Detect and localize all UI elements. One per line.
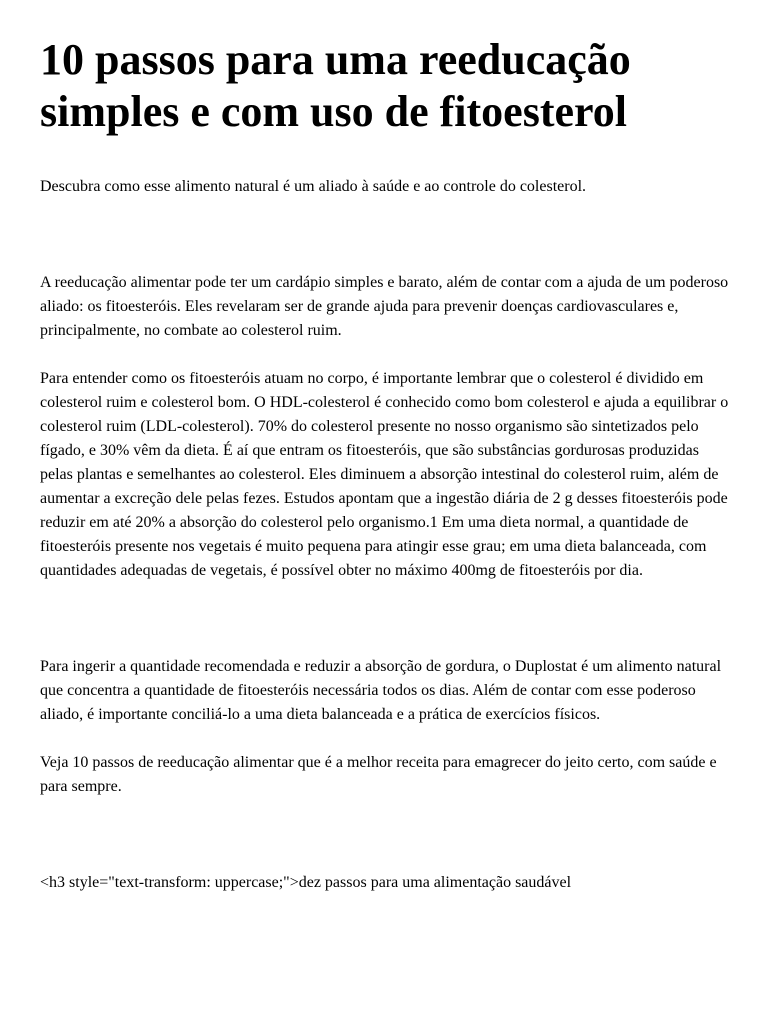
paragraph-passos: Veja 10 passos de reeducação alimentar que é a melhor receita para emagrecer do jeito certo, com saúde e para sempre.	[40, 754, 717, 795]
paragraph-duplostat: Para ingerir a quantidade recomendada e reduzir a absorção de gordura, o Duplostat é um alimento natural que concentra a quantidade de fitoesteróis necessária todos os dias. Além de contar com esse poderoso aliado, é importante conciliá-lo a uma dieta balanceada e a prática de exercícios físicos.	[40, 658, 722, 723]
paragraph-colesterol: Para entender como os fitoesteróis atuam no corpo, é importante lembrar que o colesterol é dividido em colesterol ruim e colesterol bom. O HDL-colesterol é conhecido como bom colesterol e ajuda a equilibrar o colesterol ruim (LDL-colesterol). 70% do colesterol presente no nosso organismo são sintetizados pelo fígado, e 30% vêm da dieta. É aí que entram os fitoesteróis, que são substâncias gordurosas produzidas pelas plantas e semelhantes ao colesterol. Eles diminuem a absorção intestinal do colesterol ruim, além de aumentar a excreção dele pelas fezes. Estudos apontam que a ingestão diária de 2 g desses fitoesteróis pode reduzir em até 20% a absorção do colesterol pelo organismo.1 Em uma dieta normal, a quantidade de fitoesteróis presente nos vegetais é muito pequena para atingir esse grau; em uma dieta balanceada, com quantidades adequadas de vegetais, é possível obter no máximo 400mg de fitoesteróis por dia.	[40, 370, 729, 579]
article-title: 10 passos para uma reeducação simples e com uso de fitoesterol	[40, 35, 631, 136]
paragraph-intro: A reeducação alimentar pode ter um cardápio simples e barato, além de contar com a ajuda de um poderoso aliado: os fitoesteróis. Eles revelaram ser de grande ajuda para prevenir doenças cardiovasculares e, principalmente, no combate ao colesterol ruim.	[40, 274, 729, 339]
paragraph-raw-heading: <h3 style="text-transform: uppercase;">dez passos para uma alimentação saudável	[40, 874, 572, 891]
article	[40, 0, 730, 895]
article-subtitle: Descubra como esse alimento natural é um aliado à saúde e ao controle do colesterol.	[40, 178, 587, 195]
